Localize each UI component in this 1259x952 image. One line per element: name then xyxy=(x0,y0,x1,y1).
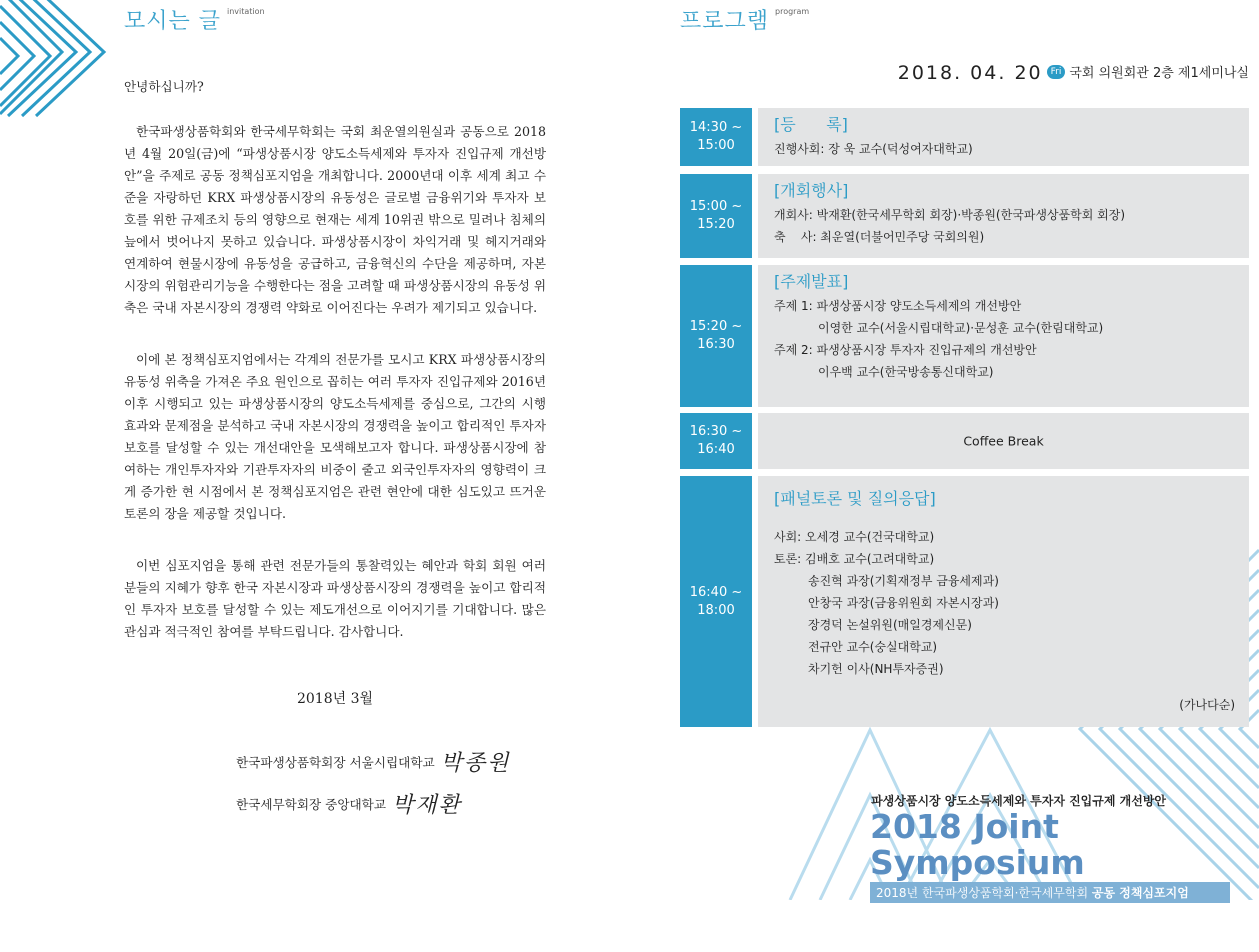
invitation-paragraph-2: 이에 본 정책심포지엄에서는 각계의 전문가를 모시고 KRX 파생상품시장의 유동성 위축을 가져온 주요 원인으로 꼽히는 여러 투자자 진입규제와 2016년 이후 시행되고 있는 파생상품시장의 양도소득세제를 중심으로, 그간의 시행 효과와 문제점을 분석하고 국내 자본시장의 경쟁력을 높이고 합리적인 투자자 보호를 달성할 수 있는 개선대안을 모색해보고자 합니다. 파생상품시장에 참여하는 개인투자자와 기관투자자의 비중이 줄고 외국인투자자의 영향력이 크게 증가한 현 시점에서 본 정책심포지엄은 관련 현안에 대한 심도있고 뜨거운 토론의 장을 제공할 것입니다. xyxy=(124,352,546,521)
session-line: 이영한 교수(서울시립대학교)·문성훈 교수(한림대학교) xyxy=(818,321,1104,335)
session-title: [개회행사] xyxy=(774,181,849,200)
signer-2-signature: 박재환 xyxy=(392,793,462,818)
invitation-paragraph-3: 이번 심포지엄을 통해 관련 전문가들의 통찰력있는 혜안과 학회 회원 여러분들의 지혜가 향후 한국 자본시장과 파생상품시장의 경쟁력을 높이고 합리적인 투자자 보호를 달성할 수 있는 제도개선으로 이어지기를 기대합니다. 많은 관심과 적극적인 참여를 부탁드립니다. 감사합니다. xyxy=(124,558,546,639)
banner-strip xyxy=(870,882,1230,903)
session-box xyxy=(758,265,1249,407)
time-start: 14:30 ~ xyxy=(689,120,743,135)
session-line: 이우백 교수(한국방송통신대학교) xyxy=(818,365,994,379)
event-day-badge: Fri xyxy=(1047,65,1066,79)
session-coffee-break xyxy=(680,413,1249,469)
panel-order-note: (가나다순) xyxy=(1179,698,1235,712)
invitation-paragraph-1: 한국파생상품학회와 한국세무학회는 국회 최운열의원실과 공동으로 2018년 4월 20일(금)에 “파생상품시장 양도소득세제와 투자자 진입규제 개선방안”을 주제로 공동 정책심포지엄을 개최합니다. 2000년대 이후 세계 최고 수준을 자랑하던 KRX 파생상품시장의 유동성은 글로벌 금융위기와 투자자 보호를 위한 규제조치 등의 영향으로 현재는 세계 10위권 밖으로 밀려나 침체의 늪에서 벗어나지 못하고 있습니다. 파생상품시장이 차익거래 및 헤지거래와 연계하여 현물시장에 유동성을 공급하고, 금융혁신의 수단을 제공하며, 자본시장의 위험관리기능을 수행한다는 점을 고려할 때 파생상품시장의 유동성 위축은 국내 자본시장의 경쟁력 약화로 이어진다는 우려가 제기되고 있습니다. xyxy=(124,124,546,315)
time-start: 15:20 ~ xyxy=(689,319,743,334)
session-title: [주제발표] xyxy=(774,272,849,291)
session-line: 차기헌 이사(NH투자증권) xyxy=(808,662,944,676)
session-line: 진행사회: 장 욱 교수(덕성여자대학교) xyxy=(774,142,973,156)
session-line: 주제 2: 파생상품시장 투자자 진입규제의 개선방안 xyxy=(774,343,1037,357)
session-panel xyxy=(680,476,1249,727)
invitation-heading xyxy=(124,4,265,35)
signer-2-title: 한국세무학회장 중앙대학교 xyxy=(236,797,386,812)
time-end: 18:00 xyxy=(697,602,735,618)
signer-1 xyxy=(236,746,510,777)
session-line: 안창국 과장(금융위원회 자본시장과) xyxy=(808,596,999,610)
banner-title: 2018 Joint Symposium xyxy=(870,807,1085,882)
program-heading-en: program xyxy=(775,7,810,16)
banner-strip-prefix: 2018년 한국파생상품학회·한국세무학회 xyxy=(876,886,1089,900)
program-heading xyxy=(680,4,809,35)
session-line: 주제 1: 파생상품시장 양도소득세제의 개선방안 xyxy=(774,299,1022,313)
session-time xyxy=(680,108,752,166)
symposium-banner xyxy=(870,792,1230,903)
session-line: 개회사: 박재환(한국세무학회 회장)·박종원(한국파생상품학회 회장) xyxy=(774,208,1126,222)
signer-1-title: 한국파생상품학회장 서울시립대학교 xyxy=(236,755,435,770)
session-registration xyxy=(680,108,1249,166)
signer-2 xyxy=(236,788,462,819)
invitation-heading-en: invitation xyxy=(227,7,265,16)
session-line: 송진혁 과장(기획재정부 금융세제과) xyxy=(808,574,999,588)
session-line: 전규안 교수(숭실대학교) xyxy=(808,640,938,654)
session-presentations xyxy=(680,265,1249,407)
session-line: 축 사: 최운열(더불어민주당 국회의원) xyxy=(774,230,985,244)
time-end: 16:40 xyxy=(697,442,735,457)
session-box xyxy=(758,174,1249,258)
invitation-heading-ko: 모시는 글 xyxy=(124,9,222,34)
banner-subtitle: 파생상품시장 양도소득세제와 투자자 진입규제 개선방안 xyxy=(871,794,1166,808)
event-date-venue xyxy=(898,62,1249,84)
time-end: 16:30 xyxy=(697,337,735,352)
time-start: 15:00 ~ xyxy=(689,199,743,214)
session-line: 사회: 오세경 교수(건국대학교) xyxy=(774,530,935,544)
session-box xyxy=(758,108,1249,166)
program-heading-ko: 프로그램 xyxy=(680,9,770,34)
signer-1-signature: 박종원 xyxy=(440,751,511,776)
event-date: 2018. 04. 20 xyxy=(897,62,1043,84)
session-title: [등 록] xyxy=(774,115,848,134)
chevron-pattern-top-left xyxy=(0,0,112,136)
session-time xyxy=(680,413,752,469)
session-time xyxy=(680,174,752,258)
invitation-greeting: 안녕하십니까? xyxy=(124,79,204,94)
event-venue: 국회 의원회관 2층 제1세미나실 xyxy=(1069,66,1249,81)
time-start: 16:30 ~ xyxy=(689,424,743,439)
session-title: [패널토론 및 질의응답] xyxy=(774,489,936,508)
session-time xyxy=(680,265,752,407)
time-end: 15:00 xyxy=(697,138,735,153)
session-time xyxy=(680,476,752,727)
banner-strip-suffix: 공동 정책심포지엄 xyxy=(1091,886,1189,900)
time-start: 16:40 ~ xyxy=(689,584,743,600)
session-line: 토론: 김배호 교수(고려대학교) xyxy=(774,552,935,566)
session-box xyxy=(758,413,1249,469)
session-opening xyxy=(680,174,1249,258)
session-line: 장경덕 논설위원(매일경제신문) xyxy=(808,618,972,632)
invitation-date: 2018년 3월 xyxy=(296,691,374,707)
session-box xyxy=(758,476,1249,727)
time-end: 15:20 xyxy=(697,217,735,232)
coffee-break-label: Coffee Break xyxy=(963,433,1044,449)
